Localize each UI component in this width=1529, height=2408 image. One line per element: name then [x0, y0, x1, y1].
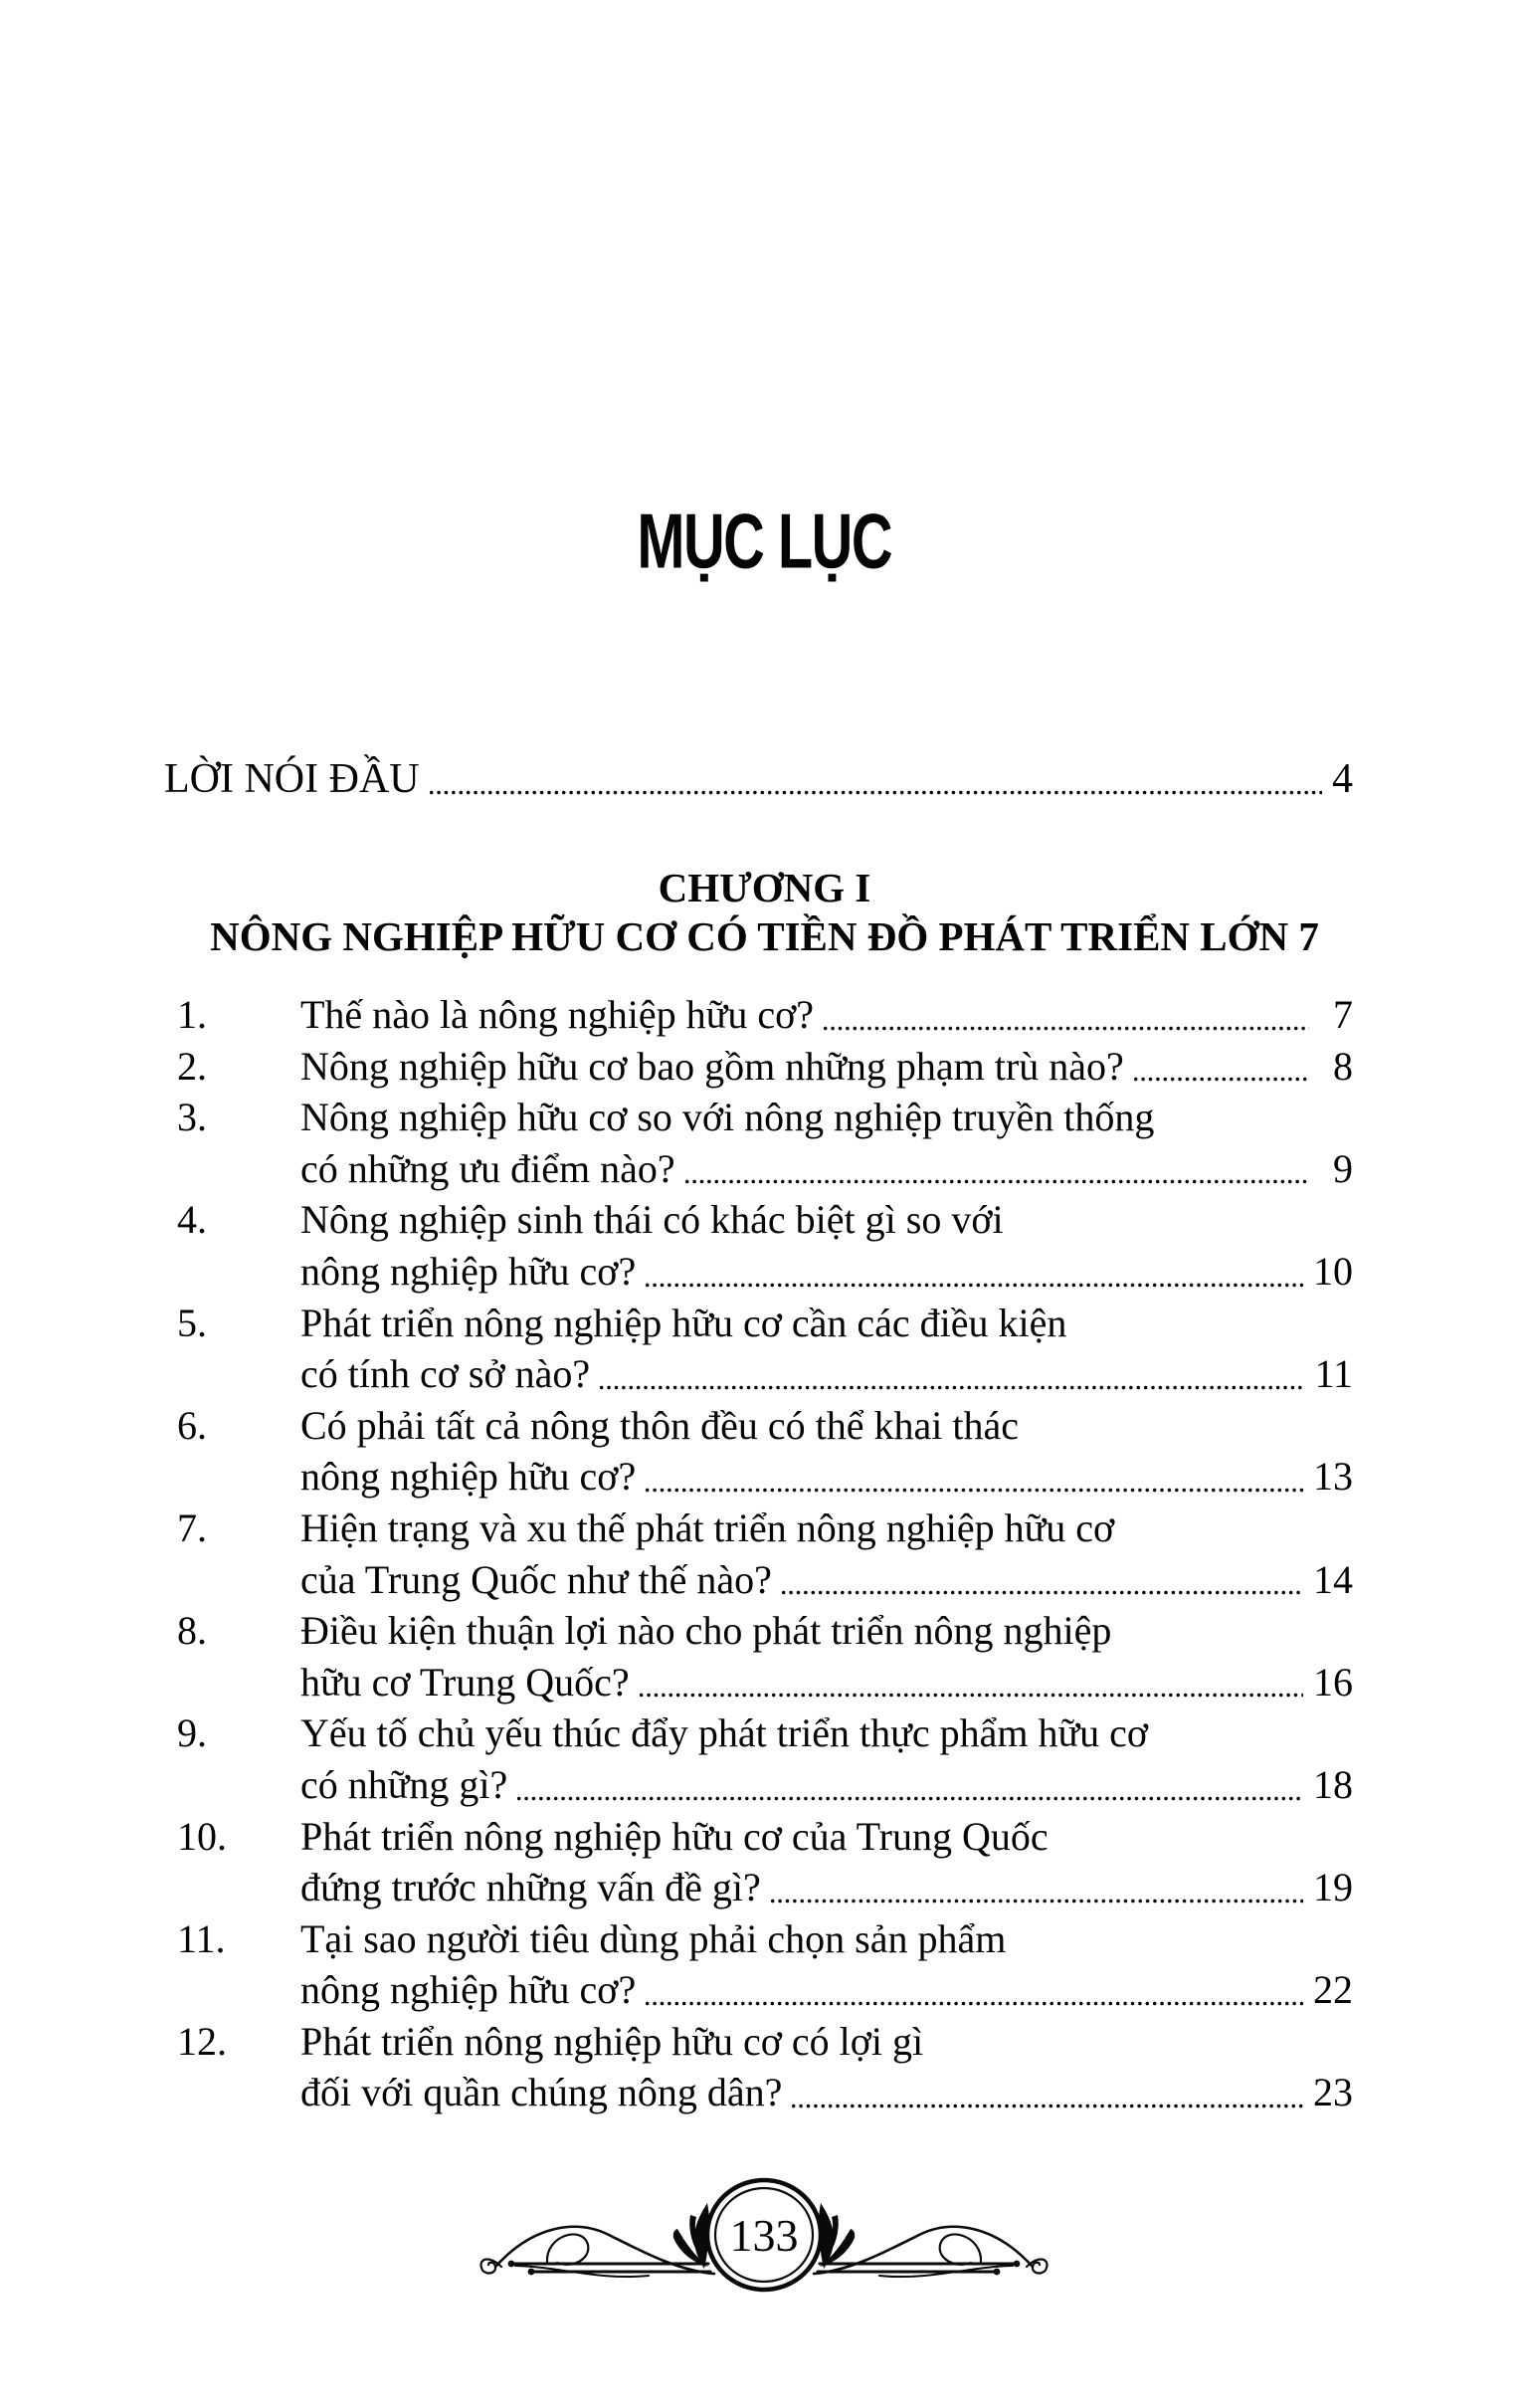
toc-item [177, 1400, 1353, 1503]
toc-line [300, 989, 1353, 1041]
toc-list [177, 989, 1353, 2118]
toc-page-number: 10 [1313, 1248, 1353, 1294]
toc-item [177, 1194, 1353, 1297]
toc-entry-text: Nông nghiệp hữu cơ so với nông nghiệp truyền thống [300, 1095, 1155, 1140]
toc-line [300, 1194, 1353, 1246]
dot-leader [761, 1862, 1313, 1913]
dot-leader [630, 1657, 1313, 1708]
toc-line [300, 1913, 1353, 1965]
toc-line [300, 1298, 1353, 1349]
chapter-kicker: CHƯƠNG I [658, 865, 871, 910]
toc-item-content [300, 1605, 1353, 1707]
dot-leader [636, 1246, 1313, 1298]
toc-entry-text: nông nghiệp hữu cơ? [300, 1248, 637, 1294]
toc-line [300, 1811, 1353, 1863]
toc-line [300, 1348, 1353, 1400]
toc-entry-text: nông nghiệp hữu cơ? [300, 1967, 637, 2013]
toc-line [300, 1862, 1353, 1913]
toc-item [177, 2016, 1353, 2118]
toc-item-content [300, 1913, 1353, 2016]
dot-leader [636, 1964, 1313, 2016]
toc-entry-text: có những ưu điểm nào? [300, 1145, 675, 1191]
toc-line [300, 1092, 1353, 1143]
chapter-title: NÔNG NGHIỆP HỮU CƠ CÓ TIỀN ĐỒ PHÁT TRIỂN LỚN 7 [210, 913, 1319, 959]
toc-page-number: 13 [1313, 1454, 1353, 1500]
dot-leader [772, 1554, 1313, 1606]
toc-entry-text: Nông nghiệp sinh thái có khác biệt gì so với [300, 1197, 1004, 1243]
dot-leader [675, 1143, 1319, 1195]
toc-item-content [300, 1503, 1353, 1605]
toc-page-number: 8 [1333, 1043, 1353, 1089]
page-title [0, 499, 1529, 603]
toc-page-number: 18 [1313, 1761, 1353, 1807]
toc-item-content [300, 989, 1353, 1041]
toc-entry-text: Nông nghiệp hữu cơ bao gồm những phạm trù nào? [300, 1043, 1124, 1089]
toc-entry-text: Yếu tố chủ yếu thúc đẩy phát triển thực phẩm hữu cơ [300, 1710, 1149, 1756]
toc-entry-text: Có phải tất cả nông thôn đều có thể khai thác [300, 1402, 1020, 1448]
toc-item [177, 1041, 1353, 1093]
toc-entry-text: Phát triển nông nghiệp hữu cơ cần các điều kiện [300, 1300, 1067, 1345]
toc-entry-text: của Trung Quốc như thế nào? [300, 1556, 772, 1602]
toc-item-content [300, 1298, 1353, 1400]
toc-entry-text: nông nghiệp hữu cơ? [300, 1454, 637, 1500]
dot-leader [782, 2067, 1313, 2118]
toc-item-content [300, 1041, 1353, 1093]
toc-item [177, 1605, 1353, 1707]
footer-ornament [476, 2175, 1052, 2314]
toc-page-number: 19 [1313, 1865, 1353, 1910]
toc-item [177, 1092, 1353, 1194]
toc-item-content [300, 1707, 1353, 1810]
toc-page-number: 7 [1333, 992, 1353, 1037]
toc-page-number: 16 [1313, 1659, 1353, 1705]
toc-page-number: 14 [1313, 1556, 1353, 1602]
toc-item-number: 12. [177, 2018, 227, 2064]
toc-item-number: 10. [177, 1813, 227, 1859]
toc-page-number: 9 [1333, 1145, 1353, 1191]
toc-line [300, 1400, 1353, 1452]
toc-page-number: 11 [1314, 1351, 1353, 1397]
toc-item-number: 7. [177, 1505, 207, 1550]
toc-entry-text: Phát triển nông nghiệp hữu cơ có lợi gì [300, 2018, 924, 2064]
preface-label: LỜI NÓI ĐẦU [164, 756, 420, 802]
toc-line [300, 1451, 1353, 1503]
toc-entry-text: hữu cơ Trung Quốc? [300, 1659, 630, 1705]
toc-item-number: 11. [177, 1915, 226, 1961]
toc-line [300, 2067, 1353, 2118]
toc-page-number: 22 [1313, 1967, 1353, 2013]
dot-leader [1124, 1041, 1319, 1093]
toc-line [300, 1657, 1353, 1708]
toc-item-content [300, 1811, 1353, 1913]
toc-item [177, 1298, 1353, 1400]
toc-line [300, 1503, 1353, 1554]
toc-line [300, 2016, 1353, 2068]
footer-page-number: 133 [729, 2210, 799, 2261]
toc-page-number: 23 [1313, 2070, 1353, 2115]
toc-item [177, 1503, 1353, 1605]
toc-item [177, 1913, 1353, 2016]
toc-line [300, 1554, 1353, 1606]
toc-entry-text: Hiện trạng và xu thế phát triển nông nghiệp hữu cơ [300, 1505, 1115, 1550]
preface-row [164, 753, 1353, 805]
toc-line [300, 1246, 1353, 1298]
toc-item-content [300, 1092, 1353, 1194]
page-title-text: MỤC LỤC [637, 499, 892, 585]
chapter-heading [90, 864, 1439, 961]
toc-entry-text: có tính cơ sở nào? [300, 1351, 591, 1397]
dot-leader [507, 1759, 1313, 1811]
toc-item-number: 5. [177, 1300, 207, 1345]
toc-item-number: 2. [177, 1043, 207, 1089]
toc-item-content [300, 1400, 1353, 1503]
toc-entry-text: Thế nào là nông nghiệp hữu cơ? [300, 992, 815, 1037]
toc-item-number: 6. [177, 1402, 207, 1448]
toc-entry-text: có những gì? [300, 1761, 508, 1807]
toc-item [177, 1707, 1353, 1810]
toc-entry-text: Phát triển nông nghiệp hữu cơ của Trung Quốc [300, 1813, 1049, 1859]
toc-entry-text: đối với quần chúng nông dân? [300, 2070, 783, 2115]
toc-line [300, 1707, 1353, 1759]
toc-entry-text: Điều kiện thuận lợi nào cho phát triển nông nghiệp [300, 1608, 1112, 1654]
toc-entry-text: đứng trước những vấn đề gì? [300, 1865, 761, 1910]
toc-item-content [300, 1194, 1353, 1297]
toc-item-number: 9. [177, 1710, 207, 1756]
dot-leader [420, 753, 1332, 805]
preface-page-number: 4 [1332, 756, 1353, 802]
toc-item-number: 4. [177, 1197, 207, 1243]
dot-leader [590, 1348, 1314, 1400]
toc-item-content [300, 2016, 1353, 2118]
toc-line [300, 1759, 1353, 1811]
toc-line [300, 1964, 1353, 2016]
toc-item [177, 989, 1353, 1041]
toc-line [300, 1605, 1353, 1657]
dot-leader [814, 989, 1319, 1041]
toc-item [177, 1811, 1353, 1913]
toc-line [300, 1143, 1353, 1195]
dot-leader [636, 1451, 1313, 1503]
toc-entry-text: Tại sao người tiêu dùng phải chọn sản phẩm [300, 1915, 1007, 1961]
toc-item-number: 1. [177, 992, 207, 1037]
toc-item-number: 8. [177, 1608, 207, 1654]
toc-line [300, 1041, 1353, 1093]
toc-item-number: 3. [177, 1095, 207, 1140]
